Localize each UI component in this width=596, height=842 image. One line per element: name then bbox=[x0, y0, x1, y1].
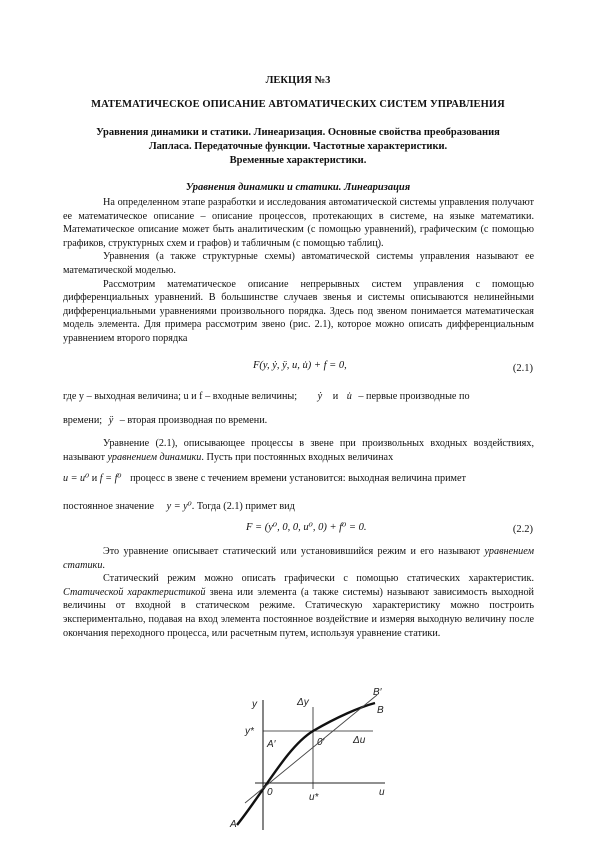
text-block-1 bbox=[63, 196, 534, 346]
equation-2-1-suffix: , bbox=[344, 360, 347, 371]
where-tail: – первые производные по bbox=[358, 391, 470, 402]
subtitle-line-3: Временные характеристики. bbox=[229, 155, 367, 166]
characteristic-text: Статический режим можно описать графически с помощью статических характеристик. bbox=[103, 573, 534, 585]
y-star-label: y* bbox=[245, 726, 254, 737]
characteristic-term: Статической характеристикой bbox=[63, 586, 206, 598]
statics-term: уравнением статики bbox=[63, 546, 534, 571]
time-text: времени; bbox=[63, 414, 103, 426]
equation-2-2-number: (2.2) bbox=[512, 524, 533, 535]
condition-text: процесс в звене с течением времени установится: выходная величина примет bbox=[130, 473, 466, 485]
condition-u: u = u⁰ bbox=[63, 473, 90, 485]
equation-2-1-body: F(y, ẏ, ÿ, u, u̇) + f = 0 bbox=[253, 360, 345, 371]
delta-u-label: Δu bbox=[353, 735, 366, 746]
constant-y: y = y⁰ bbox=[166, 500, 192, 512]
b-label: B bbox=[377, 705, 384, 716]
text-block-3 bbox=[63, 545, 534, 640]
time-tail: – вторая производная по времени. bbox=[119, 414, 268, 426]
text-block-2 bbox=[63, 390, 534, 514]
paragraph-statics bbox=[63, 545, 534, 572]
characteristic-curve bbox=[237, 703, 375, 825]
udot-symbol: u̇ bbox=[346, 391, 352, 402]
main-title: МАТЕМАТИЧЕСКОЕ ОПИСАНИЕ АВТОМАТИЧЕСКИХ СИСТЕМ УПРАВЛЕНИЯ bbox=[91, 99, 505, 110]
subtitle bbox=[70, 126, 526, 168]
o-prime-label: 0′ bbox=[317, 737, 325, 748]
ydot-symbol: ẏ bbox=[317, 391, 323, 402]
paragraph-constant bbox=[63, 500, 534, 514]
characteristic-tail: звена или элемента (а также системы) называют зависимость выходной величины от входной в статическом режиме. Статическую характеристику можно построить экспериментально, подавая на вход элемента постоянное воздействие и измеряя выходную величину после окончания переходного процесса, или расчетным путем, используя уравнение статики. bbox=[63, 586, 534, 639]
paragraph-continuous: Рассмотрим математическое описание непрерывных систем управления с помощью дифференциальных уравнений. В большинстве случаев звенья и системы описываются нелинейными дифференциальными уравнениями произвольного порядка. Здесь под звеном понимается математическая модель элемента. Для примера рассмотрим звено (рис. 2.1), которое можно описать дифференциальным уравнением второго порядка bbox=[63, 278, 534, 344]
equation-2-2-body: F = (y⁰, 0, 0, u⁰, 0) + f⁰ = 0 bbox=[246, 522, 364, 533]
paragraph-time bbox=[63, 414, 534, 428]
statics-text: Это уравнение описывает статический или установившийся режим и его называют bbox=[103, 546, 481, 557]
equation-2-1 bbox=[253, 360, 347, 371]
subtitle-line-1: Уравнения динамики и статики. Линеаризация. Основные свойства преобразования bbox=[96, 127, 500, 138]
a-label: A bbox=[230, 819, 237, 830]
tangent-line bbox=[245, 695, 377, 803]
dynamics-text: Уравнение (2.1), описывающее процессы в звене при произвольных входных воздействиях, называют bbox=[63, 438, 534, 463]
delta-y-label: Δy bbox=[297, 697, 309, 708]
paragraph-dynamics bbox=[63, 437, 534, 464]
section-title: Уравнения динамики и статики. Линеаризация bbox=[185, 182, 411, 193]
paragraph-intro: На определенном этапе разработки и исследования автоматической системы управления получают ее математическое описание – описание процессов, протекающих в системе, на языке математики. Математическое описание может быть аналитическим (с помощью уравнений), графическим (с помощью графиков, структурных схем и графов) и табличным (с помощью таблиц). bbox=[63, 197, 534, 249]
paragraph-model: Уравнения (а также структурные схемы) автоматической системы управления называют ее математической моделью. bbox=[63, 251, 534, 276]
statics-tail: . bbox=[102, 559, 105, 571]
equation-2-2 bbox=[246, 521, 367, 533]
constant-text: постоянное значение bbox=[63, 500, 155, 512]
equation-2-2-suffix: . bbox=[363, 522, 367, 533]
static-characteristic-figure bbox=[225, 685, 395, 835]
b-prime-label: B′ bbox=[373, 687, 382, 698]
constant-tail: . Тогда (2.1) примет вид bbox=[191, 500, 295, 512]
condition-and: и bbox=[91, 473, 98, 485]
condition-f: f = f⁰ bbox=[99, 473, 122, 485]
paragraph-conditions bbox=[63, 472, 534, 486]
origin-label: 0 bbox=[267, 787, 273, 798]
subtitle-line-2: Лапласа. Передаточные функции. Частотные характеристики. bbox=[148, 141, 448, 152]
equation-2-1-number: (2.1) bbox=[512, 363, 533, 374]
a-prime-label: A′ bbox=[267, 739, 276, 750]
where-text: где y – выходная величина; u и f – входные величины; bbox=[63, 391, 298, 402]
lecture-number: ЛЕКЦИЯ №3 bbox=[265, 75, 331, 86]
dynamics-term: уравнением динамики bbox=[107, 451, 202, 463]
y-axis-label: y bbox=[252, 699, 257, 710]
where-and: и bbox=[332, 391, 339, 402]
paragraph-characteristic bbox=[63, 572, 534, 640]
yddot-symbol: ÿ bbox=[108, 414, 114, 426]
paragraph-where bbox=[63, 390, 534, 404]
u-axis-label: u bbox=[379, 787, 385, 798]
dynamics-tail: . Пусть при постоянных входных величинах bbox=[201, 451, 394, 463]
u-star-label: u* bbox=[309, 792, 319, 803]
